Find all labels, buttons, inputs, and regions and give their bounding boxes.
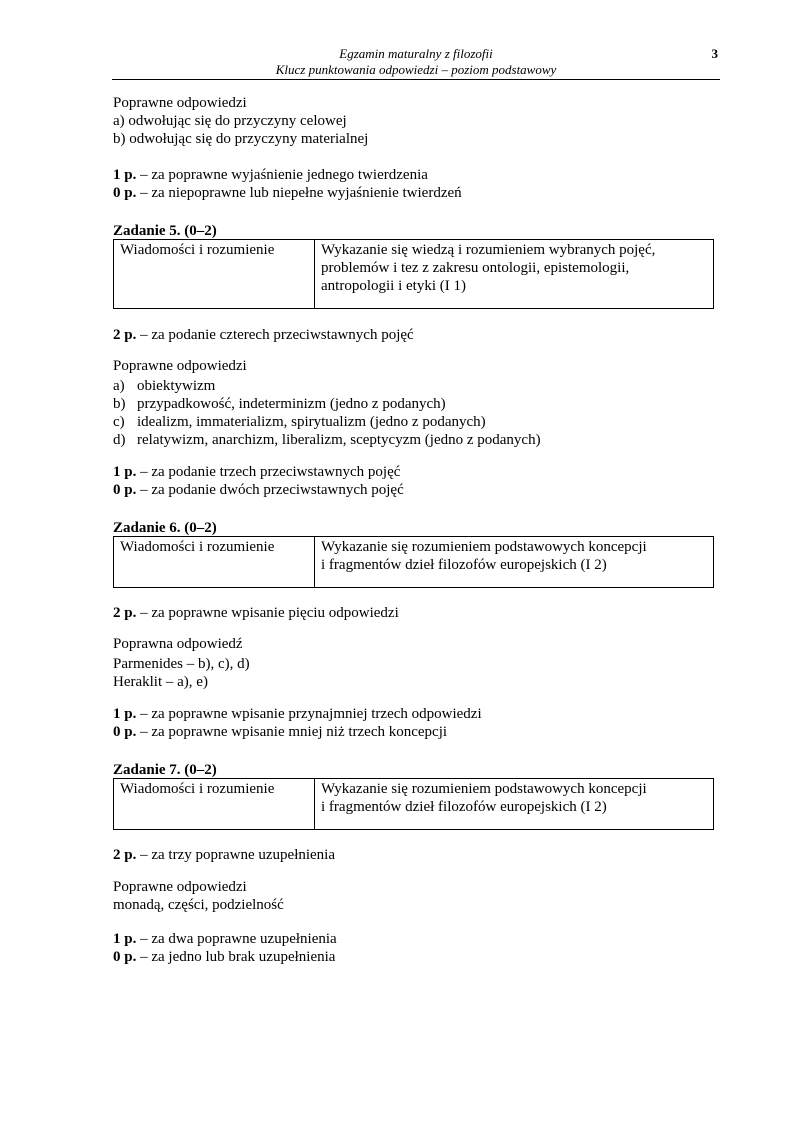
score-points: 1 p.: [113, 931, 137, 947]
score-points: 0 p.: [113, 185, 137, 201]
answer-line: a) odwołując się do przyczyny celowej: [113, 113, 347, 129]
answer-text: idealizm, immaterializm, spirytualizm (jedno z podanych): [137, 414, 486, 430]
score-text: – za dwa poprawne uzupełnienia: [136, 931, 337, 947]
score-points: 1 p.: [113, 464, 137, 480]
correct-answers-label: Poprawne odpowiedzi: [113, 95, 247, 111]
answer-text: przypadkowość, indeterminizm (jedno z podanych): [137, 396, 446, 412]
score-points: 0 p.: [113, 724, 137, 740]
answer-item: [113, 395, 715, 413]
requirement-line: i fragmentów dzieł filozofów europejskich (I 2): [321, 799, 607, 815]
task-5-area: Wiadomości i rozumienie: [114, 240, 315, 309]
answer-marker: c): [113, 414, 125, 430]
task-5-requirements-table: [113, 239, 714, 309]
score-line: [113, 166, 715, 184]
score-text: – za jedno lub brak uzupełnienia: [136, 949, 336, 965]
correct-answers-label: Poprawne odpowiedzi: [113, 879, 247, 895]
answer-line: b) odwołując się do przyczyny materialnej: [113, 131, 369, 147]
answer-item: [113, 431, 715, 449]
score-line: [113, 948, 715, 966]
answer-text: obiektywizm: [137, 378, 216, 394]
score-points: 2 p.: [113, 605, 137, 621]
task-6-title: Zadanie 6. (0–2): [113, 520, 217, 536]
correct-answer-label: Poprawna odpowiedź: [113, 636, 243, 652]
task-7-requirements-table: [113, 778, 714, 830]
score-text: – za podanie czterech przeciwstawnych pojęć: [136, 327, 414, 343]
score-line: [113, 184, 715, 202]
requirement-line: problemów i tez z zakresu ontologii, epistemologii,: [321, 260, 630, 276]
answer-line: Parmenides – b), c), d): [113, 656, 250, 672]
requirement-line: Wykazanie się rozumieniem podstawowych koncepcji: [321, 781, 647, 797]
task-5-requirement: [315, 240, 714, 309]
score-line: [113, 705, 715, 723]
score-points: 2 p.: [113, 327, 137, 343]
score-line: [113, 930, 715, 948]
answer-item: [113, 377, 715, 395]
score-text: – za podanie trzech przeciwstawnych pojęć: [136, 464, 401, 480]
score-points: 0 p.: [113, 482, 137, 498]
score-line: [113, 604, 715, 622]
score-text: – za niepoprawne lub niepełne wyjaśnienie twierdzeń: [136, 185, 462, 201]
header-divider: [112, 79, 720, 80]
requirement-line: Wykazanie się rozumieniem podstawowych koncepcji: [321, 539, 647, 555]
answer-line: Heraklit – a), e): [113, 674, 208, 690]
score-line: [113, 846, 715, 864]
answer-line: monadą, części, podzielność: [113, 897, 284, 913]
score-line: [113, 723, 715, 741]
task-7-title: Zadanie 7. (0–2): [113, 762, 217, 778]
answer-item: [113, 413, 715, 431]
answer-marker: b): [113, 396, 126, 412]
requirement-line: Wykazanie się wiedzą i rozumieniem wybranych pojęć,: [321, 242, 656, 258]
requirement-line: i fragmentów dzieł filozofów europejskich (I 2): [321, 557, 607, 573]
task-6-area: Wiadomości i rozumienie: [114, 537, 315, 588]
requirement-line: antropologii i etyki (I 1): [321, 278, 466, 294]
task-6-requirements-table: [113, 536, 714, 588]
task-5-title: Zadanie 5. (0–2): [113, 223, 217, 239]
score-points: 1 p.: [113, 706, 137, 722]
document-body: [113, 94, 715, 966]
answer-marker: a): [113, 378, 125, 394]
score-text: – za poprawne wpisanie pięciu odpowiedzi: [136, 605, 399, 621]
page-number: 3: [711, 46, 718, 61]
score-points: 1 p.: [113, 167, 137, 183]
score-text: – za poprawne wpisanie mniej niż trzech koncepcji: [136, 724, 448, 740]
task-7-requirement: [315, 779, 714, 830]
score-line: [113, 463, 715, 481]
score-text: – za poprawne wpisanie przynajmniej trzech odpowiedzi: [136, 706, 482, 722]
score-line: [113, 326, 715, 344]
score-line: [113, 481, 715, 499]
score-text: – za poprawne wyjaśnienie jednego twierdzenia: [136, 167, 428, 183]
score-text: – za podanie dwóch przeciwstawnych pojęć: [136, 482, 404, 498]
correct-answers-label: Poprawne odpowiedzi: [113, 358, 247, 374]
answer-text: relatywizm, anarchizm, liberalizm, sceptycyzm (jedno z podanych): [137, 432, 541, 448]
score-points: 0 p.: [113, 949, 137, 965]
header-exam-title: Egzamin maturalny z filozofii: [339, 46, 493, 61]
header-subtitle: Klucz punktowania odpowiedzi – poziom podstawowy: [275, 62, 557, 77]
score-text: – za trzy poprawne uzupełnienia: [136, 847, 336, 863]
task-6-requirement: [315, 537, 714, 588]
answer-marker: d): [113, 432, 126, 448]
score-points: 2 p.: [113, 847, 137, 863]
task-7-area: Wiadomości i rozumienie: [114, 779, 315, 830]
page-header: [112, 46, 720, 78]
